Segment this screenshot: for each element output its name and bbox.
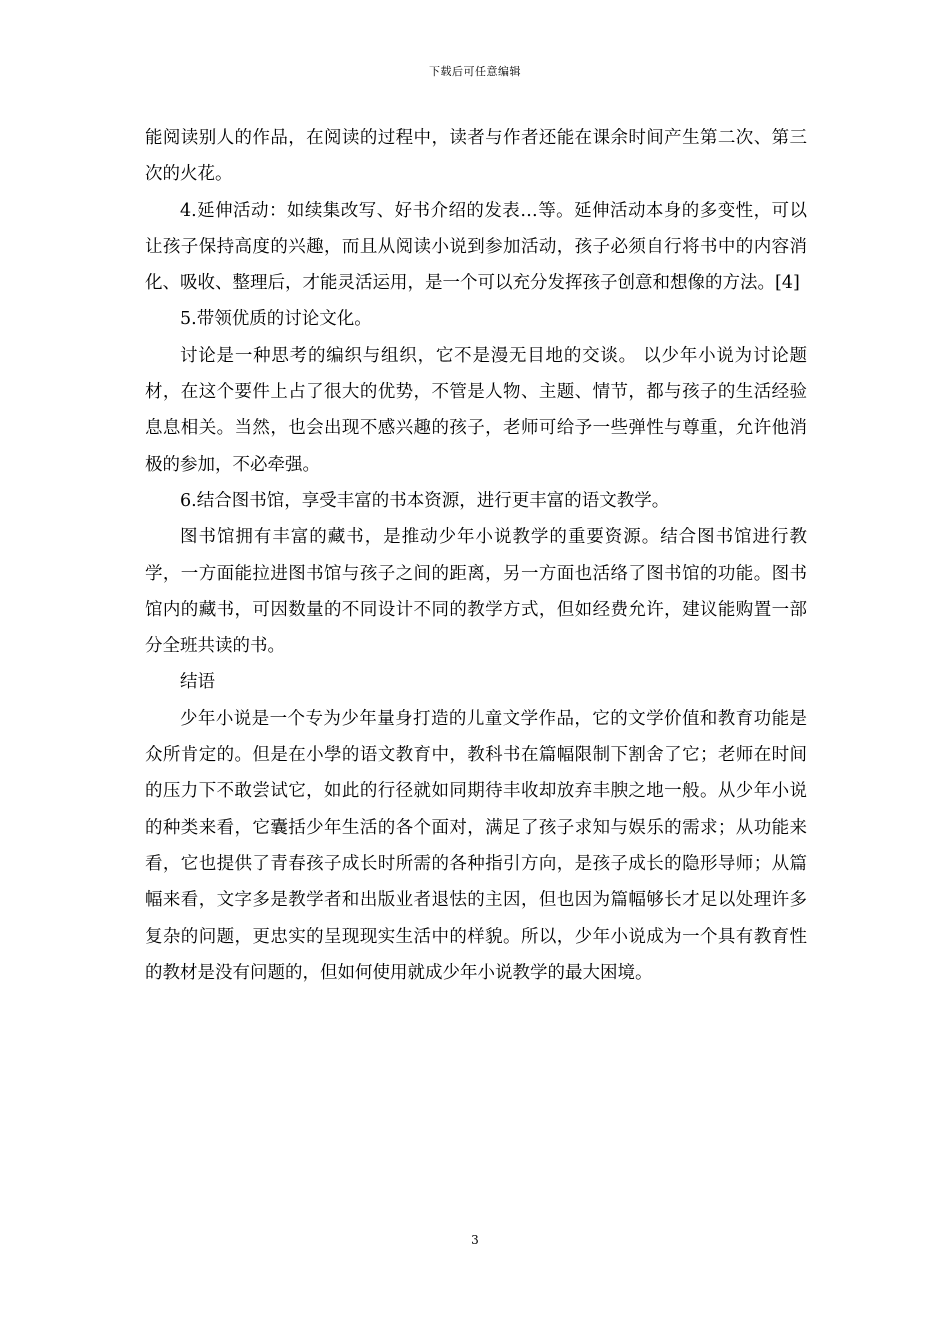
paragraph: 图书馆拥有丰富的藏书，是推动少年小说教学的重要资源。结合图书馆进行教学，一方面能拉进图书馆与孩子之间的距离，另一方面也活络了图书馆的功能。图书馆内的藏书，可因数量的不同设计不同的教学方式，但如经费允许，建议能购置一部分全班共读的书。: [145, 527, 807, 657]
paragraph-heading: 5.带领优质的讨论文化。: [180, 309, 372, 330]
section-heading: 结语: [180, 672, 215, 693]
paragraph-heading: 6.结合图书馆，享受丰富的书本资源，进行更丰富的语文教学。: [180, 490, 670, 511]
paragraph: 能阅读别人的作品，在阅读的过程中，读者与作者还能在课余时间产生第二次、第三次的火花。: [145, 128, 807, 185]
paragraph: 讨论是一种思考的编织与组织，它不是漫无目地的交谈。 以少年小说为讨论题材，在这个要件上占了很大的优势，不管是人物、主题、情节，都与孩子的生活经验息息相关。当然，也会出现不感兴趣的孩子，老师可给予一些弹性与尊重，允许他消极的参加，不必牵强。: [145, 345, 807, 475]
page-header: 下载后可任意编辑: [429, 65, 521, 78]
paragraph: 少年小说是一个专为少年量身打造的儿童文学作品，它的文学价值和教育功能是众所肯定的。但是在小學的语文教育中，教科书在篇幅限制下割舍了它；老师在时间的压力下不敢尝试它，如此的行径就如同期待丰收却放弃丰腴之地一般。从少年小说的种类来看，它囊括少年生活的各个面对，满足了孩子求知与娱乐的需求；从功能来看，它也提供了青春孩子成长时所需的各种指引方向，是孩子成长的隐形导师；从篇幅来看，文字多是教学者和出版业者退怯的主因，但也因为篇幅够长才足以处理许多复杂的问题，更忠实的呈现现实生活中的样貌。所以，少年小说成为一个具有教育性的教材是没有问题的，但如何使用就成少年小说教学的最大困境。: [145, 708, 807, 983]
body-text: [145, 120, 807, 991]
page-number: 3: [471, 1233, 479, 1247]
paragraph: 4.延伸活动：如续集改写、好书介绍的发表…等。延伸活动本身的多变性，可以让孩子保持高度的兴趣，而且从阅读小说到参加活动，孩子必须自行将书中的内容消化、吸收、整理后，才能灵活运用，是一个可以充分发挥孩子创意和想像的方法。[4]: [145, 200, 807, 294]
